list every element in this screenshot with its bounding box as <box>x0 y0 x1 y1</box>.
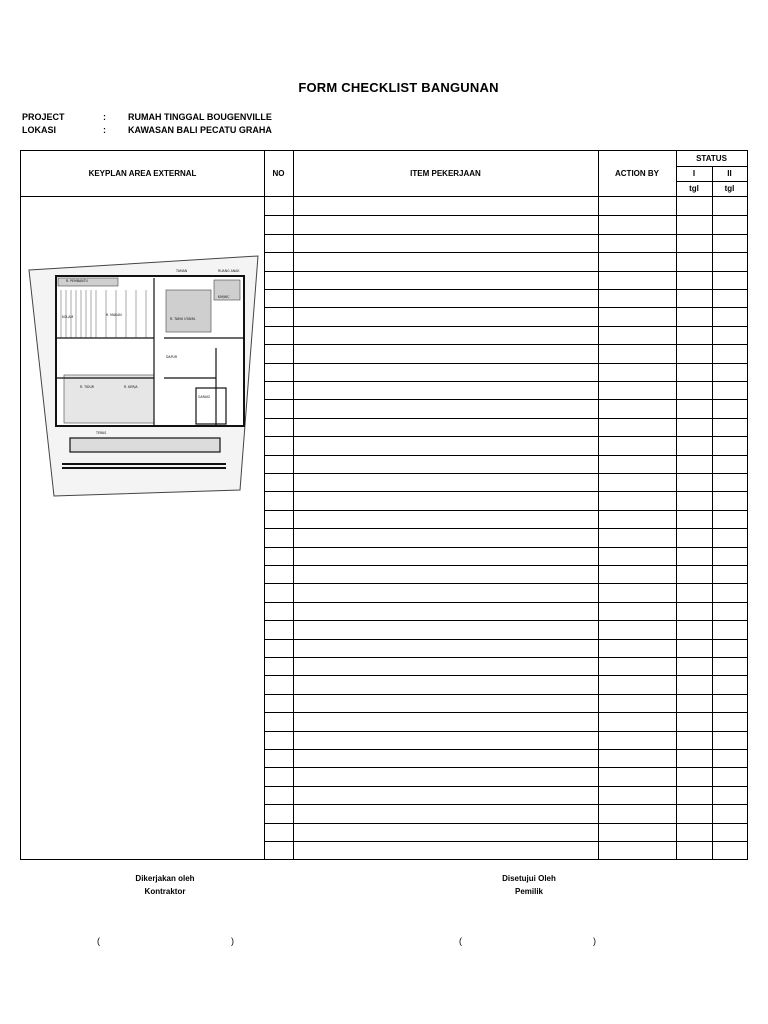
item-cell[interactable] <box>293 804 598 822</box>
item-cell[interactable] <box>293 399 598 417</box>
item-cell[interactable] <box>293 547 598 565</box>
status-ii-cell[interactable] <box>712 344 747 362</box>
status-ii-cell[interactable] <box>712 731 747 749</box>
action-cell[interactable] <box>598 307 676 325</box>
item-cell[interactable] <box>293 234 598 252</box>
item-cell[interactable] <box>293 344 598 362</box>
status-ii-cell[interactable] <box>712 583 747 601</box>
action-cell[interactable] <box>598 363 676 381</box>
signature-left-open: ( <box>97 936 100 946</box>
room-label: R. MAKAN <box>106 313 122 317</box>
status-ii-cell[interactable] <box>712 271 747 289</box>
header-action: ACTION BY <box>615 169 659 178</box>
status-ii-cell[interactable] <box>712 565 747 583</box>
status-i-cell[interactable] <box>676 602 712 620</box>
status-ii-cell[interactable] <box>712 675 747 693</box>
status-i-cell[interactable] <box>676 786 712 804</box>
action-cell[interactable] <box>598 657 676 675</box>
no-cell[interactable] <box>264 767 293 785</box>
no-cell[interactable] <box>264 804 293 822</box>
action-cell[interactable] <box>598 731 676 749</box>
no-cell[interactable] <box>264 344 293 362</box>
item-cell[interactable] <box>293 694 598 712</box>
header-no: NO <box>272 169 285 178</box>
status-i-cell[interactable] <box>676 823 712 841</box>
no-cell[interactable] <box>264 473 293 491</box>
action-cell[interactable] <box>598 565 676 583</box>
status-ii-cell[interactable] <box>712 307 747 325</box>
no-cell[interactable] <box>264 252 293 270</box>
status-i-cell[interactable] <box>676 289 712 307</box>
room-label: KM/WC <box>218 295 230 299</box>
no-cell[interactable] <box>264 823 293 841</box>
keyplan-floor-plan <box>26 238 266 510</box>
header-tgl-1: tgl <box>689 184 699 193</box>
action-cell[interactable] <box>598 418 676 436</box>
signature-right-close: ) <box>593 936 596 946</box>
room-label: R. KERJA <box>124 385 138 389</box>
action-cell[interactable] <box>598 252 676 270</box>
item-cell[interactable] <box>293 418 598 436</box>
item-cell[interactable] <box>293 455 598 473</box>
status-ii-cell[interactable] <box>712 197 747 215</box>
status-ii-cell[interactable] <box>712 767 747 785</box>
room-label: TAMAN <box>176 269 188 273</box>
action-cell[interactable] <box>598 749 676 767</box>
item-cell[interactable] <box>293 491 598 509</box>
status-ii-cell[interactable] <box>712 436 747 454</box>
action-cell[interactable] <box>598 344 676 362</box>
no-cell[interactable] <box>264 841 293 859</box>
no-cell[interactable] <box>264 731 293 749</box>
status-i-cell[interactable] <box>676 731 712 749</box>
no-cell[interactable] <box>264 271 293 289</box>
status-ii-cell[interactable] <box>712 455 747 473</box>
room-label: R. PEMBANTU <box>66 279 88 283</box>
action-cell[interactable] <box>598 510 676 528</box>
action-cell[interactable] <box>598 491 676 509</box>
status-i-cell[interactable] <box>676 804 712 822</box>
form-title: FORM CHECKLIST BANGUNAN <box>298 80 499 95</box>
action-cell[interactable] <box>598 694 676 712</box>
status-ii-cell[interactable] <box>712 399 747 417</box>
action-cell[interactable] <box>598 436 676 454</box>
no-cell[interactable] <box>264 675 293 693</box>
no-cell[interactable] <box>264 528 293 546</box>
status-ii-cell[interactable] <box>712 418 747 436</box>
status-i-cell[interactable] <box>676 657 712 675</box>
item-cell[interactable] <box>293 473 598 491</box>
no-cell[interactable] <box>264 363 293 381</box>
no-cell[interactable] <box>264 436 293 454</box>
header-keyplan: KEYPLAN AREA EXTERNAL <box>88 169 197 178</box>
action-cell[interactable] <box>598 804 676 822</box>
status-i-cell[interactable] <box>676 234 712 252</box>
status-i-cell[interactable] <box>676 583 712 601</box>
no-cell[interactable] <box>264 381 293 399</box>
status-i-cell[interactable] <box>676 528 712 546</box>
status-ii-cell[interactable] <box>712 694 747 712</box>
action-cell[interactable] <box>598 841 676 859</box>
action-cell[interactable] <box>598 455 676 473</box>
room-label: TERAS <box>96 431 107 435</box>
action-cell[interactable] <box>598 197 676 215</box>
no-cell[interactable] <box>264 399 293 417</box>
action-cell[interactable] <box>598 289 676 307</box>
action-cell[interactable] <box>598 381 676 399</box>
action-cell[interactable] <box>598 326 676 344</box>
status-ii-cell[interactable] <box>712 712 747 730</box>
item-cell[interactable] <box>293 731 598 749</box>
header-status-i: I <box>692 169 696 178</box>
status-i-cell[interactable] <box>676 749 712 767</box>
item-cell[interactable] <box>293 528 598 546</box>
status-ii-cell[interactable] <box>712 510 747 528</box>
status-i-cell[interactable] <box>676 215 712 233</box>
no-cell[interactable] <box>264 234 293 252</box>
action-cell[interactable] <box>598 675 676 693</box>
action-cell[interactable] <box>598 399 676 417</box>
no-cell[interactable] <box>264 620 293 638</box>
action-cell[interactable] <box>598 712 676 730</box>
no-cell[interactable] <box>264 418 293 436</box>
item-cell[interactable] <box>293 767 598 785</box>
status-ii-cell[interactable] <box>712 786 747 804</box>
lokasi-value: KAWASAN BALI PECATU GRAHA <box>128 125 272 135</box>
item-cell[interactable] <box>293 786 598 804</box>
status-ii-cell[interactable] <box>712 841 747 859</box>
room-label: R. TIDUR <box>80 385 95 389</box>
no-cell[interactable] <box>264 215 293 233</box>
no-cell[interactable] <box>264 602 293 620</box>
status-i-cell[interactable] <box>676 252 712 270</box>
item-cell[interactable] <box>293 712 598 730</box>
action-cell[interactable] <box>598 473 676 491</box>
item-cell[interactable] <box>293 436 598 454</box>
item-cell[interactable] <box>293 749 598 767</box>
status-i-cell[interactable] <box>676 510 712 528</box>
no-cell[interactable] <box>264 289 293 307</box>
status-ii-cell[interactable] <box>712 215 747 233</box>
no-cell[interactable] <box>264 786 293 804</box>
status-ii-cell[interactable] <box>712 749 747 767</box>
action-cell[interactable] <box>598 234 676 252</box>
project-colon: : <box>103 112 106 122</box>
status-i-cell[interactable] <box>676 565 712 583</box>
header-status: STATUS <box>696 154 727 163</box>
status-ii-cell[interactable] <box>712 473 747 491</box>
no-cell[interactable] <box>264 547 293 565</box>
status-i-cell[interactable] <box>676 639 712 657</box>
item-cell[interactable] <box>293 583 598 601</box>
signature-right-open: ( <box>459 936 462 946</box>
action-cell[interactable] <box>598 602 676 620</box>
action-cell[interactable] <box>598 786 676 804</box>
status-ii-cell[interactable] <box>712 602 747 620</box>
action-cell[interactable] <box>598 215 676 233</box>
status-ii-cell[interactable] <box>712 326 747 344</box>
status-i-cell[interactable] <box>676 418 712 436</box>
status-i-cell[interactable] <box>676 491 712 509</box>
room-label: RUANG ANAK <box>218 269 240 273</box>
item-cell[interactable] <box>293 510 598 528</box>
status-ii-cell[interactable] <box>712 252 747 270</box>
action-cell[interactable] <box>598 823 676 841</box>
no-cell[interactable] <box>264 694 293 712</box>
no-cell[interactable] <box>264 639 293 657</box>
no-cell[interactable] <box>264 657 293 675</box>
status-ii-cell[interactable] <box>712 234 747 252</box>
item-cell[interactable] <box>293 620 598 638</box>
action-cell[interactable] <box>598 620 676 638</box>
signature-left-line1: Dikerjakan oleh <box>135 874 195 883</box>
room-label: GARASI <box>198 395 210 399</box>
status-ii-cell[interactable] <box>712 823 747 841</box>
no-cell[interactable] <box>264 307 293 325</box>
item-cell[interactable] <box>293 215 598 233</box>
action-cell[interactable] <box>598 271 676 289</box>
project-value: RUMAH TINGGAL BOUGENVILLE <box>128 112 272 122</box>
item-cell[interactable] <box>293 307 598 325</box>
status-i-cell[interactable] <box>676 694 712 712</box>
status-i-cell[interactable] <box>676 436 712 454</box>
status-ii-cell[interactable] <box>712 547 747 565</box>
status-ii-cell[interactable] <box>712 289 747 307</box>
status-i-cell[interactable] <box>676 620 712 638</box>
status-ii-cell[interactable] <box>712 657 747 675</box>
status-ii-cell[interactable] <box>712 491 747 509</box>
item-cell[interactable] <box>293 326 598 344</box>
item-cell[interactable] <box>293 197 598 215</box>
status-i-cell[interactable] <box>676 197 712 215</box>
status-ii-cell[interactable] <box>712 620 747 638</box>
header-tgl-2: tgl <box>724 184 735 193</box>
room-label: DAPUR <box>166 355 178 359</box>
item-cell[interactable] <box>293 657 598 675</box>
item-cell[interactable] <box>293 381 598 399</box>
status-ii-cell[interactable] <box>712 639 747 657</box>
status-i-cell[interactable] <box>676 363 712 381</box>
action-cell[interactable] <box>598 583 676 601</box>
room-label: KOLAM <box>62 315 74 319</box>
action-cell[interactable] <box>598 528 676 546</box>
item-cell[interactable] <box>293 823 598 841</box>
action-cell[interactable] <box>598 767 676 785</box>
header-status-ii: II <box>727 169 732 178</box>
signature-right-line1: Disetujui Oleh <box>502 874 556 883</box>
status-ii-cell[interactable] <box>712 381 747 399</box>
action-cell[interactable] <box>598 639 676 657</box>
item-cell[interactable] <box>293 289 598 307</box>
status-ii-cell[interactable] <box>712 528 747 546</box>
item-cell[interactable] <box>293 565 598 583</box>
item-cell[interactable] <box>293 602 598 620</box>
room-label: R. TAMU UTAMA <box>170 317 196 321</box>
no-cell[interactable] <box>264 749 293 767</box>
status-i-cell[interactable] <box>676 547 712 565</box>
signature-right-line2: Pemilik <box>514 887 543 896</box>
header-item: ITEM PEKERJAAN <box>410 169 481 178</box>
no-cell[interactable] <box>264 510 293 528</box>
status-i-cell[interactable] <box>676 455 712 473</box>
no-cell[interactable] <box>264 455 293 473</box>
no-cell[interactable] <box>264 326 293 344</box>
no-cell[interactable] <box>264 583 293 601</box>
project-label: PROJECT <box>22 112 65 122</box>
status-i-cell[interactable] <box>676 473 712 491</box>
item-cell[interactable] <box>293 841 598 859</box>
status-ii-cell[interactable] <box>712 363 747 381</box>
status-i-cell[interactable] <box>676 767 712 785</box>
item-cell[interactable] <box>293 363 598 381</box>
lokasi-colon: : <box>103 125 106 135</box>
status-i-cell[interactable] <box>676 841 712 859</box>
item-cell[interactable] <box>293 675 598 693</box>
status-i-cell[interactable] <box>676 271 712 289</box>
status-i-cell[interactable] <box>676 307 712 325</box>
status-i-cell[interactable] <box>676 344 712 362</box>
status-i-cell[interactable] <box>676 381 712 399</box>
status-i-cell[interactable] <box>676 326 712 344</box>
lokasi-label: LOKASI <box>22 125 57 135</box>
no-cell[interactable] <box>264 712 293 730</box>
item-cell[interactable] <box>293 252 598 270</box>
item-cell[interactable] <box>293 271 598 289</box>
no-cell[interactable] <box>264 197 293 215</box>
status-i-cell[interactable] <box>676 675 712 693</box>
no-cell[interactable] <box>264 491 293 509</box>
no-cell[interactable] <box>264 565 293 583</box>
signature-left-line2: Kontraktor <box>144 887 186 896</box>
signature-left-close: ) <box>231 936 234 946</box>
status-i-cell[interactable] <box>676 399 712 417</box>
status-i-cell[interactable] <box>676 712 712 730</box>
action-cell[interactable] <box>598 547 676 565</box>
item-cell[interactable] <box>293 639 598 657</box>
status-ii-cell[interactable] <box>712 804 747 822</box>
